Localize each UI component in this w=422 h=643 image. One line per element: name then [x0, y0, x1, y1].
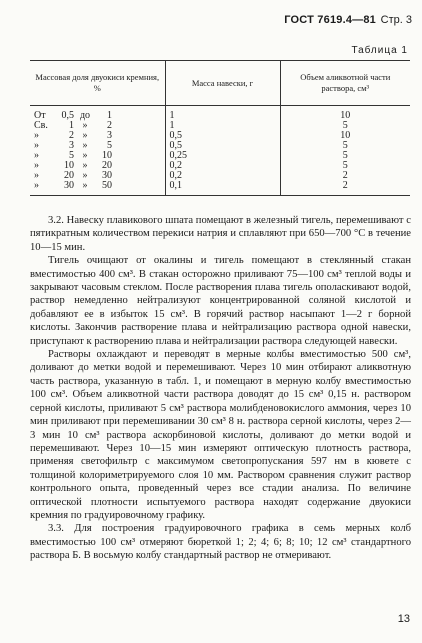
silica-range: Св. 1 » 2 — [34, 120, 112, 131]
sample-mass: 0,2 — [165, 171, 280, 181]
aliquot-volume: 5 — [280, 161, 410, 171]
silica-range: » 5 » 10 — [34, 150, 112, 161]
aliquot-volume: 5 — [280, 151, 410, 161]
page-label: Стр. 3 — [380, 14, 412, 26]
aliquot-volume: 5 — [280, 141, 410, 151]
column-header-silica: Массовая доля двуокиси кремния, % — [30, 61, 165, 106]
silica-range: » 3 » 5 — [34, 140, 112, 151]
sample-mass: 1 — [165, 106, 280, 122]
sample-mass: 0,5 — [165, 141, 280, 151]
page-header — [0, 14, 422, 30]
silica-range: » 20 » 30 — [34, 170, 112, 181]
table-header-row — [30, 61, 410, 106]
column-header-mass: Масса навески, г — [165, 61, 280, 106]
sample-mass: 0,25 — [165, 151, 280, 161]
data-table — [30, 60, 410, 196]
body-text — [30, 214, 411, 563]
sample-mass: 0,5 — [165, 131, 280, 141]
sample-mass: 0,1 — [165, 181, 280, 196]
table-row — [30, 106, 410, 122]
paragraph-crucible: Тигель очищают от окалины и тигель помещают в стеклянный стакан вместимостью 400 см³. В стакан осторожно приливают 75—100 см³ теплой воды и закрывают часовым стеклом. После растворения плава тигель ополаскивают водой, раствор немедленно нейтрализуют концентрированной соляной кислотой и добавляют ее в избыток 15 см³. В горячий раствор насыпают 1—2 г борной кислоты. Закончив растворение плава и нейтрализацию раствора одной навески, приступают к растворению плава и нейтрализации раствора следующей навески. — [30, 255, 411, 347]
page-number: 13 — [397, 613, 410, 625]
table-caption: Таблица 1 — [351, 45, 408, 56]
silica-range: » 30 » 50 — [30, 181, 165, 196]
column-header-volume: Объем аликвотной части раствора, см³ — [280, 61, 410, 106]
silica-range: От 0,5 до 1 — [34, 110, 112, 121]
silica-range: » 2 » 3 — [34, 130, 112, 141]
silica-range: » 10 » 20 — [34, 160, 112, 171]
aliquot-volume: 2 — [280, 181, 410, 196]
aliquot-volume: 2 — [280, 171, 410, 181]
aliquot-volume: 10 — [280, 131, 410, 141]
table-row — [30, 181, 410, 196]
standard-number: ГОСТ 7619.4—81 — [284, 14, 376, 26]
sample-mass: 0,2 — [165, 161, 280, 171]
aliquot-volume: 10 — [280, 106, 410, 122]
paragraph-3-2: 3.2. Навеску плавикового шпата помещают в железный тигель, перемешивают с пятикратным количеством перекиси натрия и сплавляют при 650—700 °С в течение 10—15 мин. — [30, 215, 411, 253]
paragraph-3-3: 3.3. Для построения градуировочного графика в семь мерных колб вместимостью 100 см³ отмеряют бюреткой 1; 2; 4; 6; 8; 10; 12 см³ стандартного раствора Б. В восьмую колбу стандартный раствор не отмеривают. — [30, 523, 411, 562]
aliquot-volume: 5 — [280, 121, 410, 131]
paragraph-solutions: Растворы охлаждают и переводят в мерные колбы вместимостью 500 см³, доливают до метки водой и перемешивают. Через 10 мин отбирают аликвотную часть раствора, указанную в табл. 1, и помещают в мерную колбу вместимостью 100 см³. Объем аликвотной части раствора доводят до 15 см³ 0,15 н. раствором серной кислоты, приливают 5 см³ раствора молибденовокислого аммония, через 10 мин приливают при перемешивании 30 см³ 8 н. раствора серной кислоты, через 2—3 мин 10 см³ раствора аскорбиновой кислоты, доливают до метки водой и перемешивают. Через 10—15 мин измеряют оптическую плотность раствора, применяя светофильтр с максимумом светопропускания 597 нм в кювете с толщиной колориметрируемого слоя 10 мм. Раствором сравнения служит раствор контрольного опыта, проведенный через все стадии анализа. По величине оптической плотности испытуемого раствора находят содержание двуокиси кремния по градуировочному графику. — [30, 349, 411, 521]
sample-mass: 1 — [165, 121, 280, 131]
